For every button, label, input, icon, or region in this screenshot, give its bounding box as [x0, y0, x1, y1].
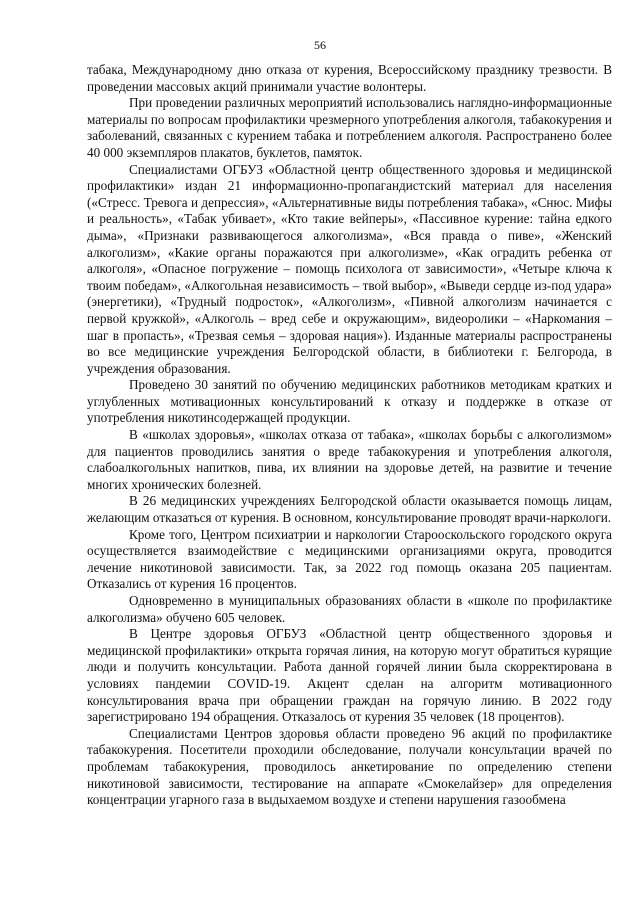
paragraph-hotline: В Центре здоровья ОГБУЗ «Областной центр общественного здоровья и медицинской профилактики» открыта горячая линия, на которую могут обратиться курящие люди и получить консультации. Работа данной горячей линии была скорректирована в условиях пандемии COVID-19. Акцент сделан на алгоритм мотивационного консультирования врача при обращении граждан на горячую линию. В 2022 году зарегистрировано 194 обращения. Отказалось от курения 35 человек (18 процентов). [87, 626, 612, 725]
paragraph-training: Проведено 30 занятий по обучению медицинских работников методикам кратких и углубленных мотивационных консультирований к отказу и поддержке в отказе от употребления никотинсодержащей продукции. [87, 377, 612, 426]
paragraph-continuation: табака, Международному дню отказа от курения, Всероссийскому празднику трезвости. В проведении массовых акций принимали участие волонтеры. [87, 62, 612, 94]
page-number: 56 [314, 38, 326, 52]
paragraph-materials: При проведении различных мероприятий использовались наглядно-информационные материалы по вопросам профилактики чрезмерного употребления алкоголя, табакокурения и заболеваний, связанных с курением табака и потреблением алкоголя. Распространено более 40 000 экземпляров плакатов, буклетов, памяток. [87, 95, 612, 160]
page-body [87, 62, 612, 809]
paragraph-publications: Специалистами ОГБУЗ «Областной центр общественного здоровья и медицинской профилактики» издан 21 информационно-пропагандистский материал для населения («Стресс. Тревога и депрессия», «Альтернативные виды потребления табака», «Снюс. Мифы и реальность», «Табак убивает», «Кто такие вейперы», «Пассивное курение: тайна едкого дыма», «Признаки развивающегося алкоголизма», «Вся правда о пиве», «Женский алкоголизм», «Какие органы поражаются при алкоголизме», «Как оградить ребенка от алкоголя», «Опасное погружение – помощь психолога от зависимости», «Четыре ключа к твоим победам», «Алкогольная независимость – твой выбор», «Выведи сердце из-под удара» (энергетики), «Трудный подросток», «Алкоголизм», «Пивной алкоголизм начинается с первой кружкой», «Алкоголь – вред себе и окружающим», видеоролики – «Наркомания – шаг в пропасть», «Трезвая семья – здоровая нация»). Изданные материалы распространены во все медицинские учреждения Белгородской области, в библиотеки г. Белгорода, в учреждения образования. [87, 161, 612, 376]
paragraph-alcoholism-school: Одновременно в муниципальных образованиях области в «школе по профилактике алкоголизма» обучено 605 человек. [87, 593, 612, 625]
paragraph-health-centers: Специалистами Центров здоровья области проведено 96 акций по профилактике табакокурения. Посетители проходили обследование, получали консультации врачей по проблемам табакокурения, проводилось анкетирование по определению степени никотиновой зависимости, тестирование на аппарате «Смокелайзер» для определения концентрации угарного газа в выдыхаемом воздухе и степени нарушения газообмена [87, 725, 612, 808]
paragraph-health-schools: В «школах здоровья», «школах отказа от табака», «школах борьбы с алкоголизмом» для пациентов проводились занятия о вреде табакокурения и употребления алкоголя, слабоалкогольных напитков, пива, их влиянии на здоровье детей, на развитие и течение многих хронических болезней. [87, 427, 612, 492]
paragraph-stary-oskol: Кроме того, Центром психиатрии и наркологии Старооскольского городского округа осуществляется взаимодействие с медицинскими организациями округа, проводится лечение никотиновой зависимости. Так, за 2022 год помощь оказана 205 пациентам. Отказались от курения 16 процентов. [87, 526, 612, 592]
paragraph-medical-institutions: В 26 медицинских учреждениях Белгородской области оказывается помощь лицам, желающим отказаться от курения. В основном, консультирование проводят врачи-наркологи. [87, 493, 612, 526]
